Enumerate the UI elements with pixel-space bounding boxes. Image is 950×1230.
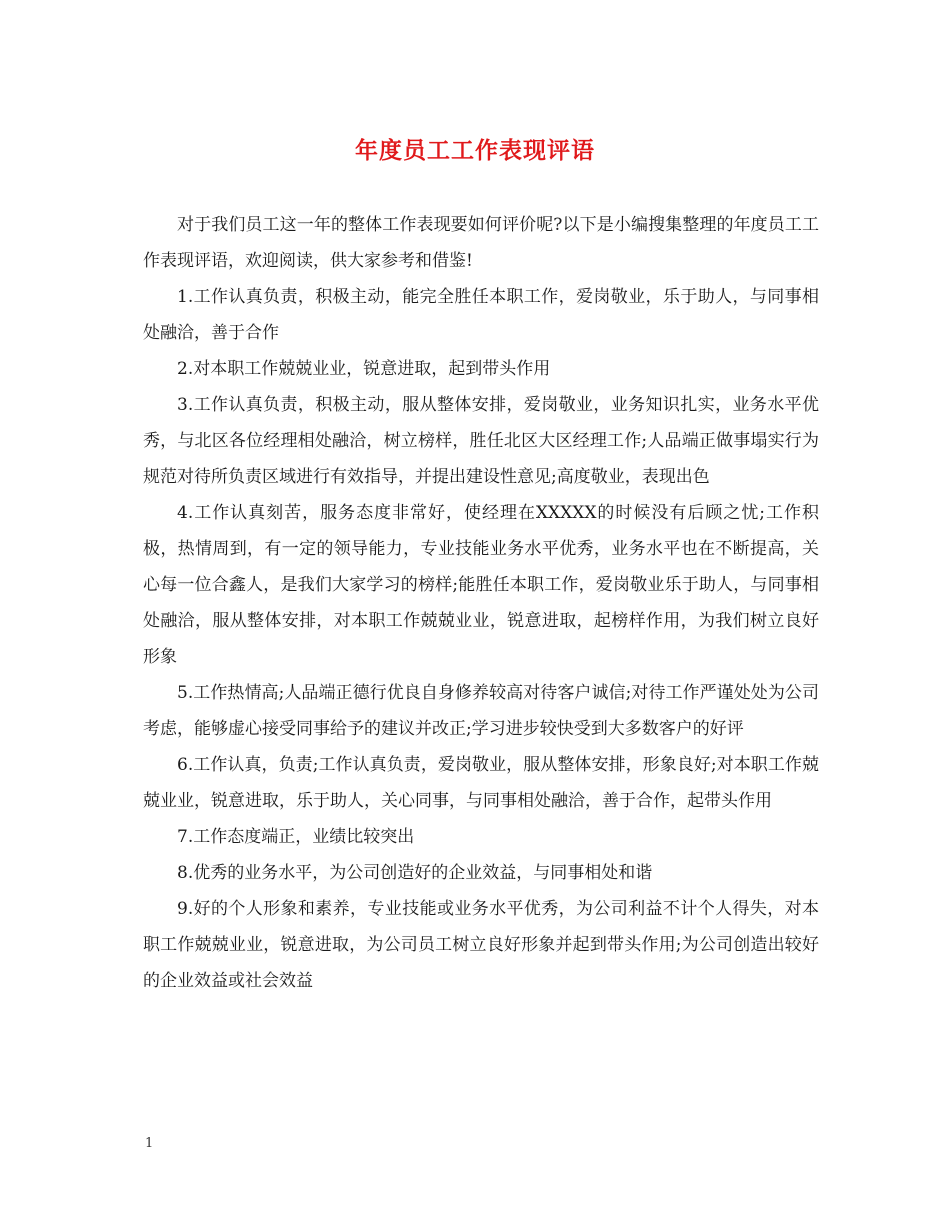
comment-item-4: 4.工作认真刻苦，服务态度非常好，使经理在XXXXX的时候没有后顾之忧;工作积极，热情周到，有一定的领导能力，专业技能业务水平优秀，业务水平也在不断提高，关心每一位合鑫人，是我们大家学习的榜样;能胜任本职工作，爱岗敬业乐于助人，与同事相处融洽，服从整体安排，对本职工作兢兢业业，锐意进取，起榜样作用，为我们树立良好形象 — [143, 503, 819, 667]
comment-item-9: 9.好的个人形象和素养，专业技能或业务水平优秀，为公司利益不计个人得失，对本职工作兢兢业业，锐意进取，为公司员工树立良好形象并起到带头作用;为公司创造出较好的企业效益或社会效益 — [143, 899, 819, 991]
comment-item-8: 8.优秀的业务水平，为公司创造好的企业效益，与同事相处和谐 — [177, 863, 653, 883]
page-number: 1 — [145, 1136, 154, 1151]
document-body — [143, 207, 819, 999]
comment-item-5: 5.工作热情高;人品端正德行优良自身修养较高对待客户诚信;对待工作严谨处处为公司考虑，能够虚心接受同事给予的建议并改正;学习进步较快受到大多数客户的好评 — [143, 683, 819, 739]
comment-item-1: 1.工作认真负责，积极主动，能完全胜任本职工作，爱岗敬业，乐于助人，与同事相处融洽，善于合作 — [143, 287, 819, 343]
comment-item-2: 2.对本职工作兢兢业业，锐意进取，起到带头作用 — [177, 359, 551, 379]
comment-item-7: 7.工作态度端正，业绩比较突出 — [177, 827, 415, 847]
document-title: 年度员工工作表现评语 — [355, 137, 595, 164]
comment-item-3: 3.工作认真负责，积极主动，服从整体安排，爱岗敬业，业务知识扎实，业务水平优秀，与北区各位经理相处融洽，树立榜样，胜任北区大区经理工作;人品端正做事塌实行为规范对待所负责区域进行有效指导，并提出建设性意见;高度敬业，表现出色 — [143, 395, 819, 487]
intro-paragraph: 对于我们员工这一年的整体工作表现要如何评价呢?以下是小编搜集整理的年度员工工作表现评语，欢迎阅读，供大家参考和借鉴! — [143, 215, 819, 271]
comment-item-6: 6.工作认真，负责;工作认真负责，爱岗敬业，服从整体安排，形象良好;对本职工作兢兢业业，锐意进取，乐于助人，关心同事，与同事相处融洽，善于合作，起带头作用 — [143, 755, 819, 811]
